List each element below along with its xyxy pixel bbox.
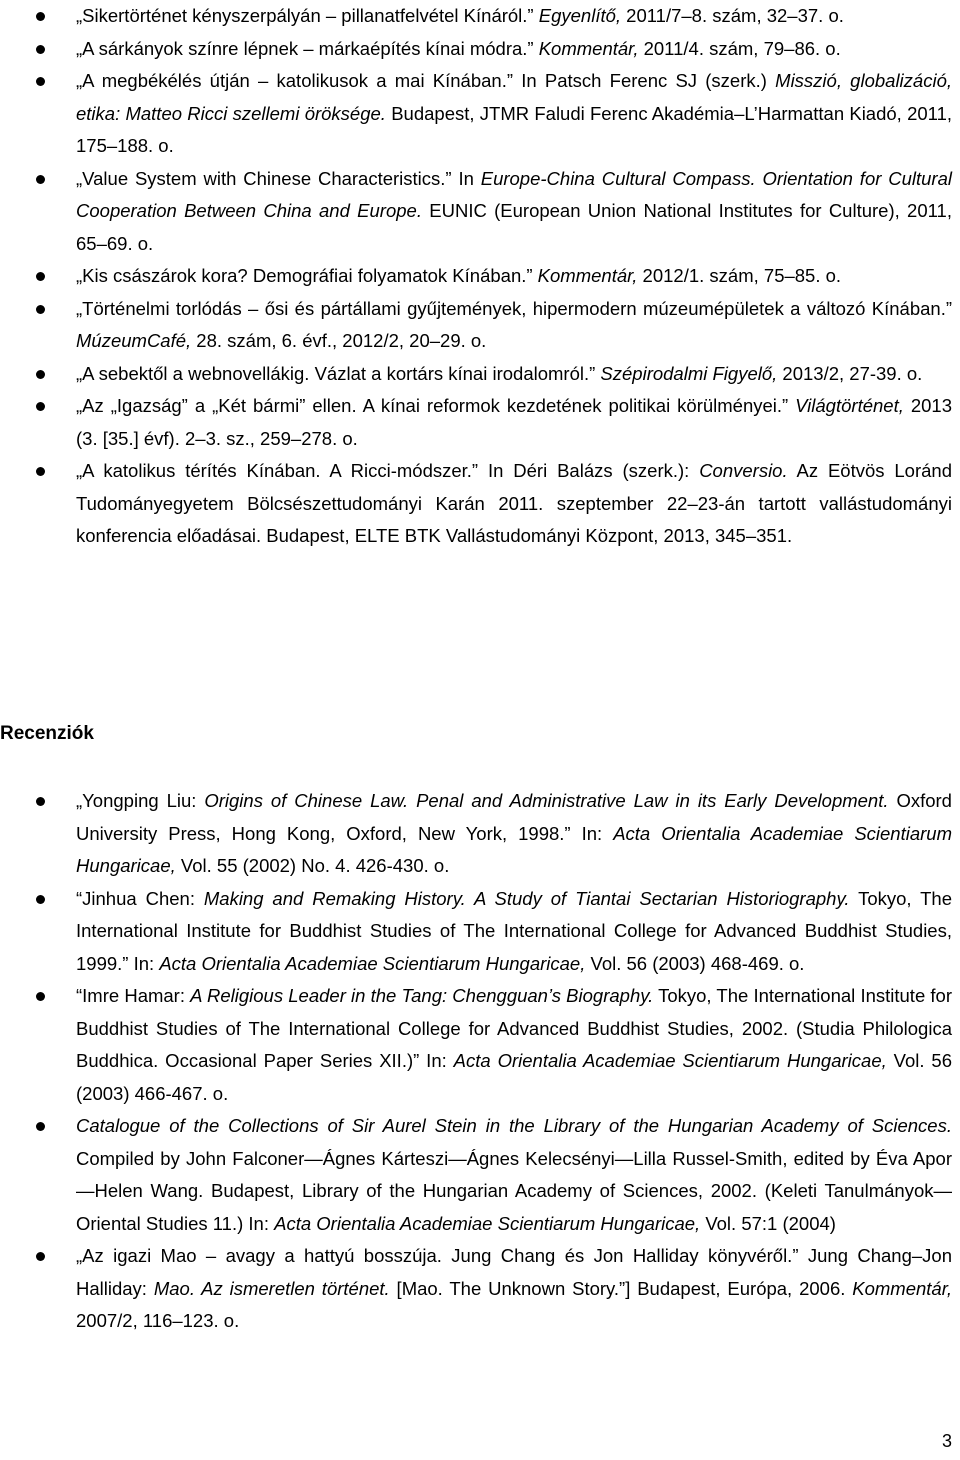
- list-item: „Yongping Liu: Origins of Chinese Law. Penal and Administrative Law in its Early Development. Oxford University Press, Hong Kong, Oxford, New York, 1998.” In: Acta Orientalia Academiae Scientiarum Hungaricae, Vol. 55 (2002) No. 4. 426-430. o.: [0, 785, 960, 883]
- list-item: „A sárkányok színre lépnek – márkaépítés kínai módra.” Kommentár, 2011/4. szám, 79–86. o.: [0, 33, 960, 66]
- page-number: 3: [941, 1431, 952, 1451]
- bullet-icon: [36, 77, 45, 86]
- list-item: „A katolikus térítés Kínában. A Ricci-módszer.” In Déri Balázs (szerk.): Conversio. Az Eötvös Loránd Tudományegyetem Bölcsészettudományi Karán 2011. szeptember 22–23-án tartott vallástudományi konferencia előadásai. Budapest, ELTE BTK Vallástudományi Központ, 2013, 345–351.: [0, 455, 960, 553]
- section-heading-reviews: Recenziók: [0, 723, 94, 744]
- bullet-icon: [36, 797, 45, 806]
- bullet-icon: [36, 305, 45, 314]
- list-item: „A megbékélés útján – katolikusok a mai Kínában.” In Patsch Ferenc SJ (szerk.) Misszió, globalizáció, etika: Matteo Ricci szellemi öröksége. Budapest, JTMR Faludi Ferenc Akadémia–L’Harmattan Kiadó, 2011, 175–188. o.: [0, 65, 960, 163]
- bullet-icon: [36, 467, 45, 476]
- list-item: „Az „Igazság” a „Két bármi” ellen. A kínai reformok kezdetének politikai körülményei.” Világtörténet, 2013 (3. [35.] évf). 2–3. sz., 259–278. o.: [0, 390, 960, 455]
- bullet-icon: [36, 895, 45, 904]
- bullet-icon: [36, 1252, 45, 1261]
- list-item: “Imre Hamar: A Religious Leader in the Tang: Chengguan’s Biography. Tokyo, The International Institute for Buddhist Studies of The International College for Advanced Buddhist Studies, 2002. (Studia Philologica Buddhica. Occasional Paper Series XII.)” In: Acta Orientalia Academiae Scientiarum Hungaricae, Vol. 56 (2003) 466-467. o.: [0, 980, 960, 1110]
- bullet-icon: [36, 45, 45, 54]
- list-item: Catalogue of the Collections of Sir Aurel Stein in the Library of the Hungarian Academy of Sciences. Compiled by John Falconer—Ágnes Kárteszi—Ágnes Kelecsényi—Lilla Russel-Smith, edited by Éva Apor—Helen Wang. Budapest, Library of the Hungarian Academy of Sciences, 2002. (Keleti Tanulmányok—Oriental Studies 11.) In: Acta Orientalia Academiae Scientiarum Hungaricae, Vol. 57:1 (2004): [0, 1110, 960, 1240]
- bullet-icon: [36, 12, 45, 21]
- list-item: „Value System with Chinese Characteristics.” In Europe-China Cultural Compass. Orientation for Cultural Cooperation Between China and Europe. EUNIC (European Union National Institutes for Culture), 2011, 65–69. o.: [0, 163, 960, 261]
- bullet-icon: [36, 272, 45, 281]
- list-item: „Történelmi torlódás – ősi és pártállami gyűjtemények, hipermodern múzeumépületek a változó Kínában.” MúzeumCafé, 28. szám, 6. évf., 2012/2, 20–29. o.: [0, 293, 960, 358]
- bullet-icon: [36, 370, 45, 379]
- list-item: „Kis császárok kora? Demográfiai folyamatok Kínában.” Kommentár, 2012/1. szám, 75–85. o.: [0, 260, 960, 293]
- bullet-icon: [36, 175, 45, 184]
- bullet-icon: [36, 992, 45, 1001]
- list-item: „A sebektől a webnovellákig. Vázlat a kortárs kínai irodalomról.” Szépirodalmi Figyelő, 2013/2, 27-39. o.: [0, 358, 960, 391]
- bullet-icon: [36, 402, 45, 411]
- bullet-icon: [36, 1122, 45, 1131]
- list-item: “Jinhua Chen: Making and Remaking History. A Study of Tiantai Sectarian Historiography. Tokyo, The International Institute for Buddhist Studies of The International College for Advanced Buddhist Studies, 1999.” In: Acta Orientalia Academiae Scientiarum Hungaricae, Vol. 56 (2003) 468-469. o.: [0, 883, 960, 981]
- list-item: „Sikertörténet kényszerpályán – pillanatfelvétel Kínáról.” Egyenlítő, 2011/7–8. szám, 32–37. o.: [0, 0, 960, 33]
- review-list: [0, 785, 960, 1338]
- publication-list: [0, 0, 960, 553]
- list-item: „Az igazi Mao – avagy a hattyú bosszúja. Jung Chang és Jon Halliday könyvéről.” Jung Chang–Jon Halliday: Mao. Az ismeretlen történet. [Mao. The Unknown Story.”] Budapest, Európa, 2006. Kommentár, 2007/2, 116–123. o.: [0, 1240, 960, 1338]
